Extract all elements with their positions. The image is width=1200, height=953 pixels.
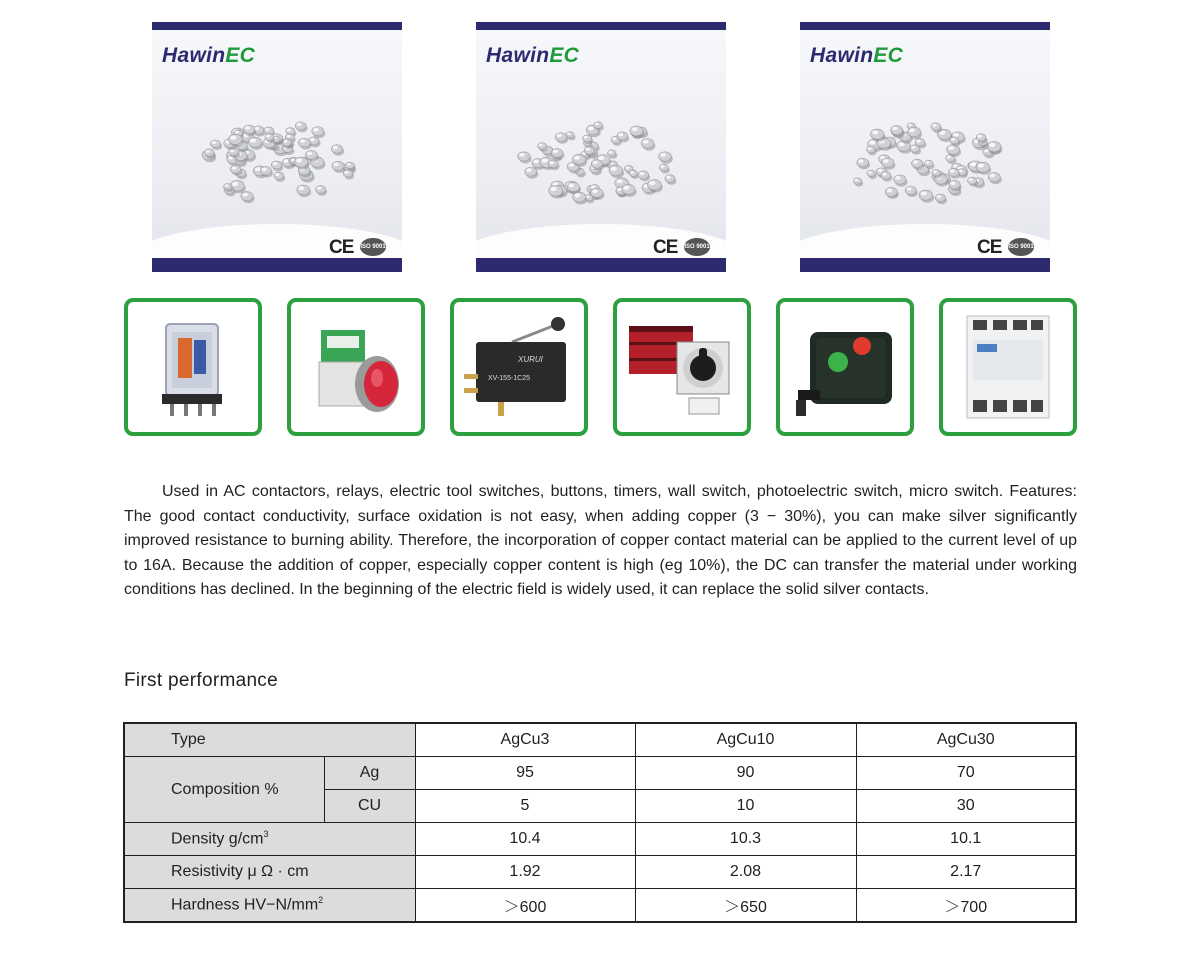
hardness-label: Hardness $HV-N/mm^2$	[124, 889, 415, 923]
element-label: Ag	[324, 757, 415, 790]
rivet-shape	[316, 186, 328, 196]
type-label: Type	[124, 723, 415, 757]
rivet-shape	[210, 140, 222, 150]
product-photo-2	[476, 22, 726, 272]
element-label: CU	[324, 790, 415, 823]
column-header: AgCu3	[415, 723, 635, 757]
rivet-shape	[274, 172, 285, 182]
rivet-shape	[538, 143, 548, 152]
rivet-shape	[331, 145, 344, 156]
push-button-icon	[291, 302, 421, 432]
application-tile-cam-switch	[613, 298, 751, 436]
application-tile-micro-switch	[450, 298, 588, 436]
rivet-shape	[919, 190, 934, 203]
composition-label: Composition %	[124, 757, 324, 823]
performance-table	[123, 722, 1077, 923]
table-cell: 10	[635, 790, 856, 823]
rivet-shape	[867, 170, 877, 179]
column-header: AgCu30	[856, 723, 1076, 757]
description-paragraph	[124, 480, 1077, 603]
rivet-shape	[297, 185, 311, 197]
rivet-shape	[641, 139, 655, 151]
relay-icon	[128, 302, 258, 432]
rivet-shape	[894, 175, 908, 187]
table-row	[124, 889, 1076, 923]
resistivity-label: Resistivity μ Ω · cm	[124, 856, 415, 889]
micro-switch-icon	[454, 302, 584, 432]
table-cell: 30	[856, 790, 1076, 823]
rivet-shape	[659, 152, 673, 164]
photo-bottom-band	[800, 258, 1050, 272]
rivet-shape	[905, 186, 918, 197]
table-cell: 10.1	[856, 823, 1076, 856]
rivet-shape	[665, 175, 677, 185]
rivet-shape	[295, 122, 307, 133]
column-header: AgCu10	[635, 723, 856, 757]
cam-switch-icon	[617, 302, 747, 432]
iso-badge-icon: ISO 9001	[684, 238, 710, 256]
application-tile-control-station	[776, 298, 914, 436]
table-row	[124, 856, 1076, 889]
rivet-shape	[891, 126, 904, 137]
rivet-shape	[573, 192, 588, 204]
rivet-shape	[935, 194, 947, 204]
ce-mark-icon: CE	[653, 237, 678, 258]
ce-mark-icon: CE	[977, 237, 1002, 258]
table-cell: 70	[856, 757, 1076, 790]
table-cell: 1.92	[415, 856, 635, 889]
brand-logo: HawinEC	[162, 44, 256, 67]
photo-bottom-band	[476, 258, 726, 272]
table-header-row	[124, 723, 1076, 757]
table-cell: 5	[415, 790, 635, 823]
rivet-shape	[638, 171, 650, 181]
table-cell: 10.3	[635, 823, 856, 856]
rivet-shape	[332, 161, 346, 173]
rivet-shape	[857, 158, 870, 169]
section-title: First performance	[124, 670, 278, 691]
rivet-shape	[885, 187, 898, 198]
control-station-icon	[780, 302, 910, 432]
table-cell: 2.08	[635, 856, 856, 889]
table-cell: 90	[635, 757, 856, 790]
rivet-shape	[659, 164, 670, 173]
rivet-shape	[609, 165, 624, 178]
rivet-shape	[518, 152, 532, 164]
product-photo-3	[800, 22, 1050, 272]
density-label: Density $g/cm^3$	[124, 823, 415, 856]
iso-badge-icon: ISO 9001	[1008, 238, 1034, 256]
photo-bottom-band	[152, 258, 402, 272]
ce-mark-icon: CE	[329, 237, 354, 258]
application-tile-modular-contactor	[939, 298, 1077, 436]
rivet-shape	[931, 123, 943, 133]
rivet-shape	[853, 178, 863, 187]
brand-logo: HawinEC	[486, 44, 580, 67]
table-cell: 10.4	[415, 823, 635, 856]
rivet-shape	[988, 173, 1002, 185]
description-text: Used in AC contactors, relays, electric tool switches, buttons, timers, wall switch, photoelectric switch, micro switch. Features: The good contact conductivity, surface oxidation is not easy, when adding copper (3 − 30%), you can make silver significantly improved resistance to burning ability. Therefore, the incorporation of copper contact material can be applied to the current level of up to 16A. Because the addition of copper, especially copper content is high (eg 10%), the DC can transfer the material under working conditions has declined. In the beginning of the electric field is widely used, it can replace the solid silver contacts.	[124, 483, 1077, 599]
rivet-shape	[248, 137, 263, 150]
rivet-shape	[241, 192, 255, 204]
rivet-shape	[629, 170, 639, 179]
iso-badge-icon: ISO 9001	[360, 238, 386, 256]
switch-brand-text: XURUI	[518, 355, 543, 364]
rivet-shape	[881, 172, 892, 182]
table-row	[124, 823, 1076, 856]
table-cell: ＞600	[415, 889, 635, 923]
table-cell: ＞700	[856, 889, 1076, 923]
product-photo-1	[152, 22, 402, 272]
table-cell: 95	[415, 757, 635, 790]
brand-logo: HawinEC	[810, 44, 904, 67]
application-tile-relay	[124, 298, 262, 436]
table-cell: ＞650	[635, 889, 856, 923]
application-tile-push-button	[287, 298, 425, 436]
rivet-shape	[271, 161, 283, 171]
table-cell: 2.17	[856, 856, 1076, 889]
rivet-shape	[312, 127, 326, 139]
table-row	[124, 757, 1076, 790]
modular-contactor-icon	[943, 302, 1073, 432]
rivet-shape	[911, 159, 924, 170]
switch-model-text: XV-155-1C25	[488, 375, 531, 382]
